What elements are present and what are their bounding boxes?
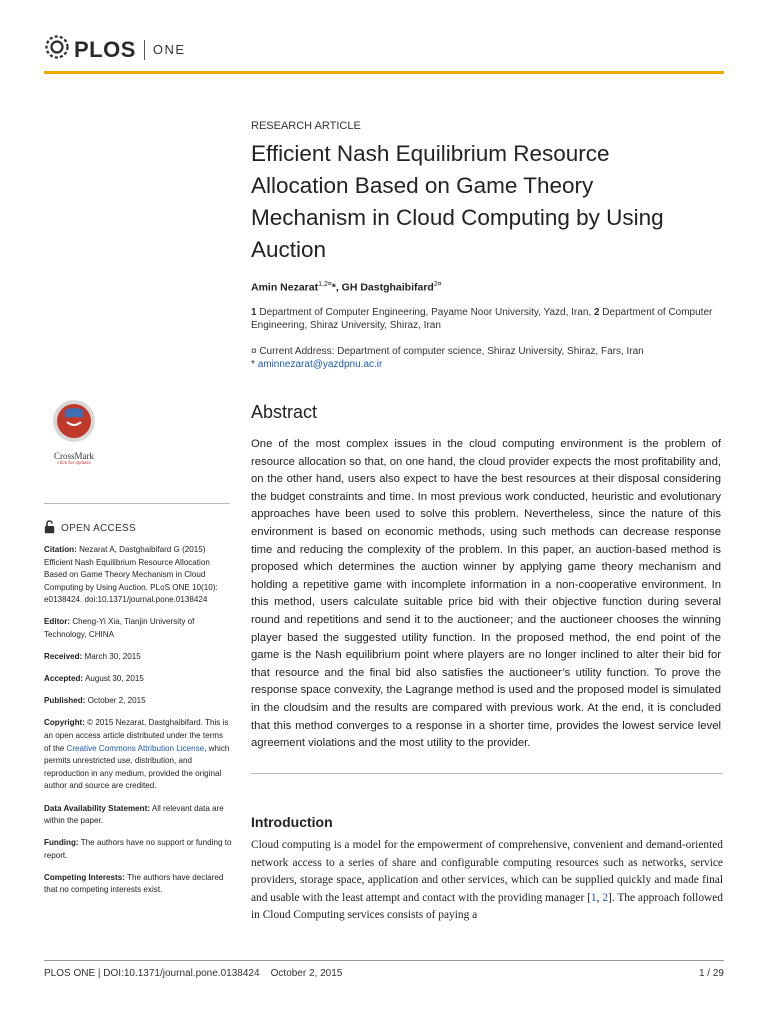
crossmark-sublabel: click for updates xyxy=(57,461,91,466)
affiliations xyxy=(251,306,721,332)
received-date: March 30, 2015 xyxy=(84,652,141,662)
author-email-link[interactable]: aminnezarat@yazdpnu.ac.ir xyxy=(257,359,383,370)
received-label: Received: xyxy=(44,652,83,662)
header-accent-rule xyxy=(44,71,724,74)
license-link[interactable]: Creative Commons Attribution License xyxy=(66,743,205,753)
editor-text: Cheng-Yi Xia, Tianjin University of Technology, CHINA xyxy=(44,617,195,640)
abstract-divider xyxy=(251,773,723,774)
logo-divider xyxy=(144,40,145,60)
author-list: Amin Nezarat$^{1,2¤}$*, GH Dastghaibifard$^{2¤}$ xyxy=(251,281,442,294)
citation-text: Nezarat A, Dastghaibifard G (2015) Efficient Nash Equilibrium Resource Allocation Based on Game Theory Mechanism in Cloud Computing by Using Auction. PLoS ONE 10(10): e0138424. doi:10.1371/journal.pone.0138424 xyxy=(44,545,218,605)
funding-block xyxy=(44,837,232,862)
open-access-badge xyxy=(44,520,136,537)
article-title: Efficient Nash Equilibrium Resource Allocation Based on Game Theory Mechanism in Cloud Computing by Using Auction xyxy=(251,141,664,262)
accepted-date: August 30, 2015 xyxy=(84,674,144,684)
published-label: Published: xyxy=(44,696,86,706)
competing-interests-block xyxy=(44,872,232,897)
plos-brand-text: PLOS xyxy=(74,36,136,62)
open-lock-icon xyxy=(44,520,55,537)
current-address-block xyxy=(251,345,721,371)
affiliation-number: 2 xyxy=(593,307,600,318)
plos-one-logo[interactable] xyxy=(44,34,186,65)
sidebar-divider xyxy=(44,503,230,504)
author-affiliation-marker: 2¤ xyxy=(433,281,442,288)
data-availability-text: All relevant data are within the paper. xyxy=(44,803,224,826)
editor-block xyxy=(44,616,232,641)
article-metadata-sidebar xyxy=(44,544,232,907)
open-access-label: OPEN ACCESS xyxy=(61,523,136,534)
citation-label: Citation: xyxy=(44,545,77,554)
crossmark-icon xyxy=(51,431,97,448)
abstract-heading: Abstract xyxy=(251,402,318,422)
introduction-paragraph-end: ]. The approach followed in Cloud Computing services consists of paying a xyxy=(251,891,723,921)
data-availability-block xyxy=(44,803,232,828)
published-block xyxy=(44,695,232,708)
current-address: ¤ Current Address: Department of computer science, Shiraz University, Shiraz, Fars, Iran xyxy=(251,346,644,357)
funding-label: Funding: xyxy=(44,838,79,848)
accepted-block xyxy=(44,673,232,686)
crossmark-badge[interactable] xyxy=(44,398,104,466)
affiliation-text: Department of Computer Engineering, Shiraz University, Shiraz, Iran xyxy=(251,307,713,331)
copyright-text-end: , which permits unrestricted use, distribution, and reproduction in any medium, provided the original author and source are credited. xyxy=(44,743,230,791)
email-marker: * xyxy=(251,359,255,370)
corresponding-author-marker: * xyxy=(331,281,336,294)
affiliation-number: 1 xyxy=(251,307,257,318)
introduction-heading: Introduction xyxy=(251,814,333,830)
reference-link[interactable]: 2 xyxy=(602,891,609,904)
affiliation-text: Department of Computer Engineering, Payame Noor University, Yazd, Iran, xyxy=(259,307,592,318)
citation-block xyxy=(44,544,232,607)
plos-logo-icon xyxy=(44,34,70,65)
funding-text: The authors have no support or funding to report. xyxy=(44,838,232,860)
crossmark-label: CrossMark xyxy=(54,451,94,461)
copyright-label: Copyright: xyxy=(44,718,85,728)
author-name[interactable]: Amin Nezarat xyxy=(251,281,319,294)
received-block xyxy=(44,651,232,664)
footer-divider xyxy=(44,960,724,961)
competing-interests-text: The authors have declared that no competing interests exist. xyxy=(44,872,224,895)
author-name[interactable]: GH Dastghaibifard xyxy=(341,281,434,294)
introduction-paragraph: Cloud computing is a model for the empowerment of comprehensive, convenient and demand-oriented network access to a series of share and configurable computing resources such as networks, service providers, storage space, application and other services, which can be supplied quickly and made final and usable with the least attempt and contact with the providing manager [ xyxy=(251,839,723,904)
reference-link[interactable]: 1 xyxy=(590,891,597,904)
introduction-text xyxy=(251,837,723,925)
article-type: RESEARCH ARTICLE xyxy=(251,120,361,132)
competing-interests-label: Competing Interests: xyxy=(44,872,125,882)
journal-name: ONE xyxy=(152,42,186,57)
copyright-block xyxy=(44,717,232,793)
copyright-text: © 2015 Nezarat, Dastghaibifard. This is an open access article distributed under the terms of the xyxy=(44,718,229,753)
data-availability-label: Data Availability Statement: xyxy=(44,803,150,813)
footer-citation: PLOS ONE | DOI:10.1371/journal.pone.0138424 October 2, 2015 xyxy=(44,968,343,979)
editor-label: Editor: xyxy=(44,617,71,627)
author-affiliation-marker: 1,2¤ xyxy=(318,281,332,288)
published-date: October 2, 2015 xyxy=(87,696,146,706)
reference-separator: , xyxy=(596,891,603,904)
accepted-label: Accepted: xyxy=(44,674,84,684)
page-number: 1 / 29 xyxy=(698,968,724,979)
abstract-text: One of the most complex issues in the cloud computing environment is the problem of resource allocation so that, on one hand, the cloud provider expects the most profitability and, on the other hand, users also expect to have the best resources at their disposal considering the budget constraints and time. In most previous work conducted, heuristic and evolutionary approaches have been used to solve this problem. Nevertheless, since the nature of this environment is based on economic methods, using such methods can decrease response time and reducing the complexity of the problem. In this paper, an auction-based method is proposed which determines the auction winner by applying game theory mechanism and holding a repetitive game with incomplete information in a non-cooperative environment. In this method, users calculate suitable price bid with their objective function during several round and repetitions and send it to the auctioneer; and the auctioneer chooses the winning player based the suggested utility function. In the proposed method, the end point of the game is the Nash equilibrium point where players are no longer inclined to alter their bid for that resource and the final bid also satisfies the auctioneer’s utility function. To prove the response space convexity, the Lagrange method is used and the proposed model is simulated in the cloudsim and the results are compared with previous work. At the end, it is concluded that this method converges to a response in a shorter time, provides the lowest service level agreement violations and the most utility to the provider. xyxy=(251,438,721,750)
